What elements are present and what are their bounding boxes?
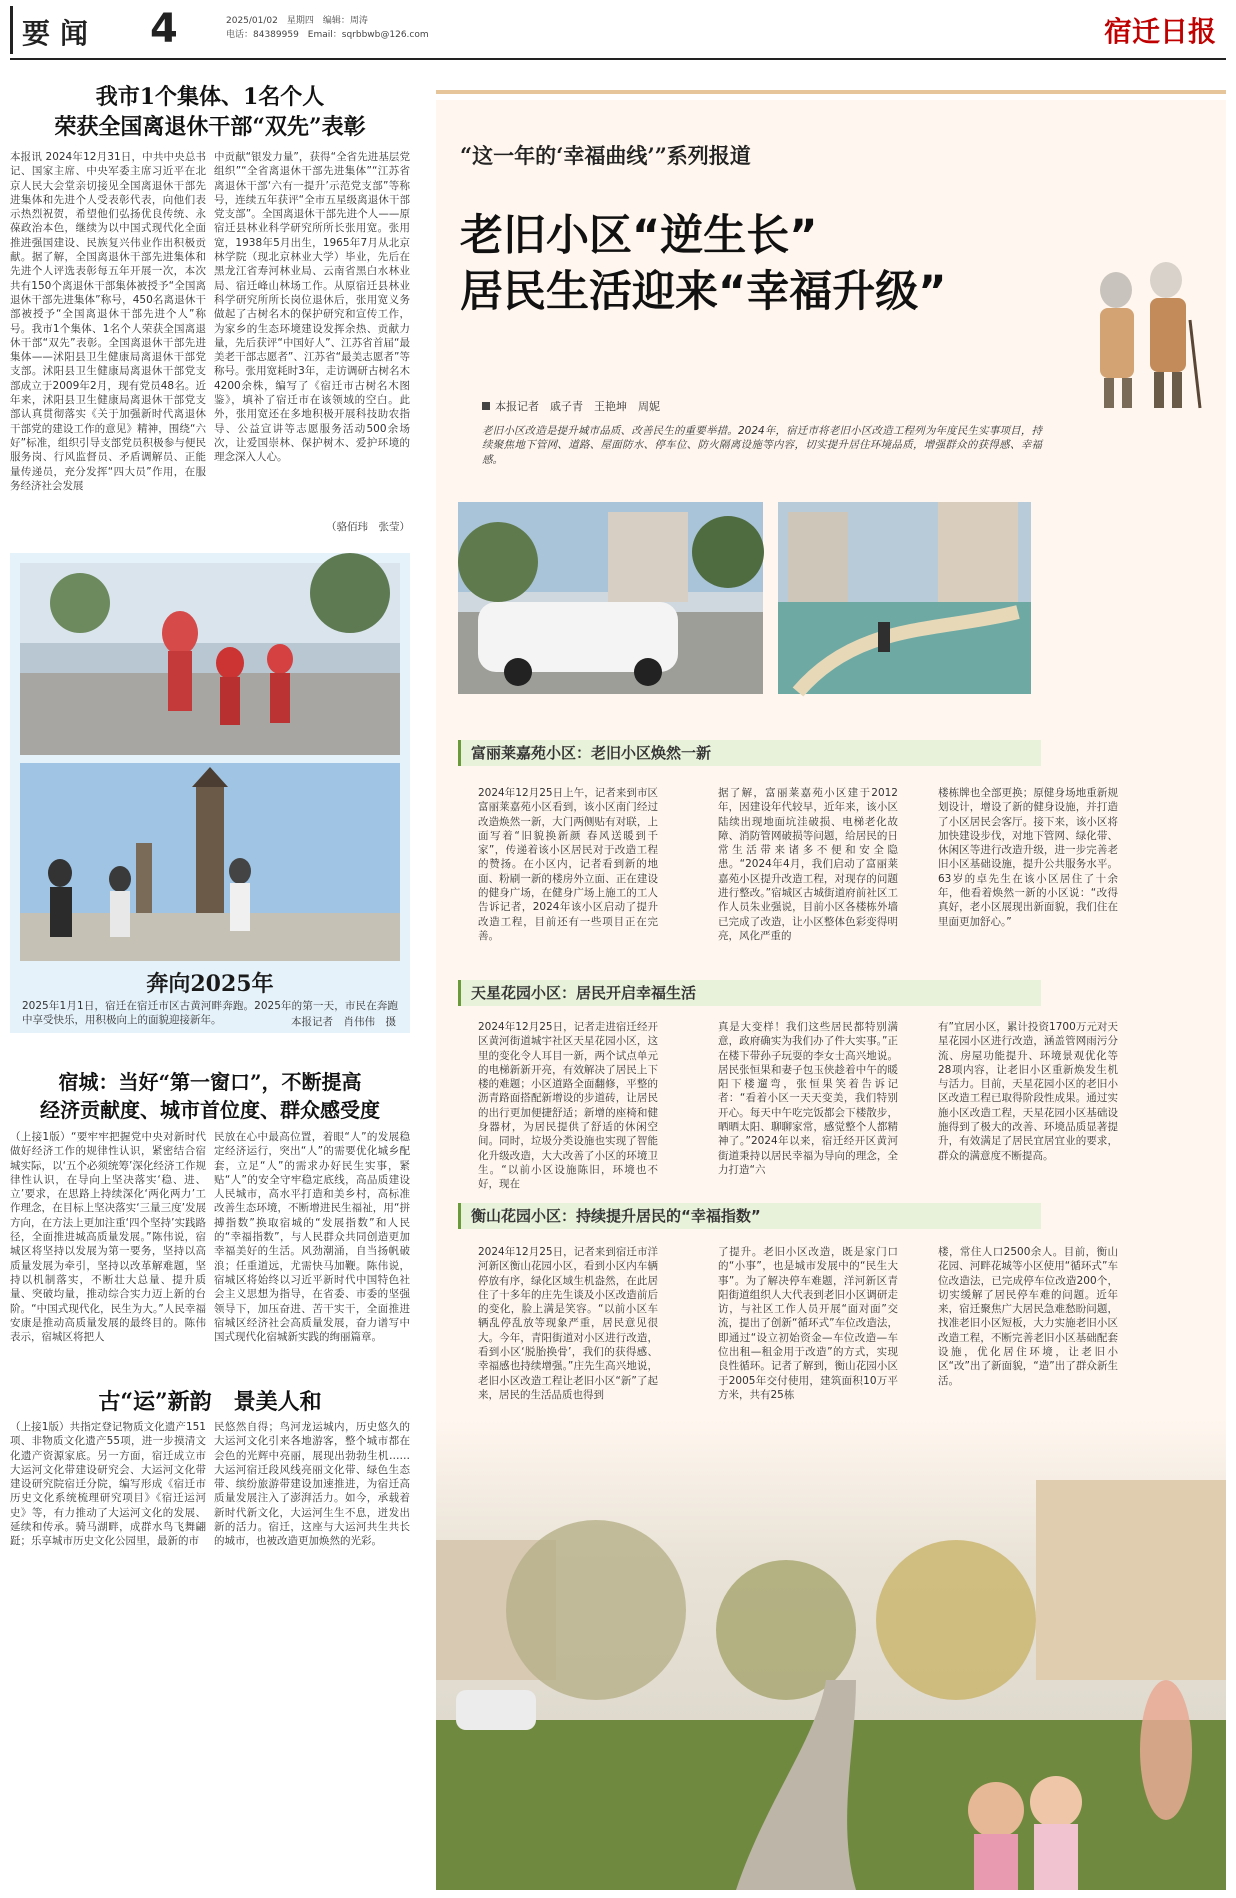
header-meta <box>226 14 429 42</box>
header-rule <box>10 58 1226 60</box>
a1-title-line2: 荣获全国离退休干部“双先”表彰 <box>54 114 366 140</box>
s2-heading: 天星花园小区：居民开启幸福生活 <box>458 980 1041 1006</box>
s1-column-2: 据了解，富丽莱嘉苑小区建于2012年，因建设年代较早，近年来，该小区陆续出现地面坑洼破损、电梯老化故障、消防管网破损等问题，给居民的日常生活带来诸多不便和安全隐患。“2024年4月，我们启动了富丽莱嘉苑小区提升改造工程，对现存的问题进行整改。”宿城区古城街道府前社区工作人员朱业强说，目前小区各楼栋外墙已完成了改造，让小区整体色彩变得明亮，风化严重的 <box>718 787 898 942</box>
a1-title-line1: 我市1个集体、1名个人 <box>95 84 325 110</box>
photo-credit: 本报记者 肖伟伟 摄 <box>291 1016 396 1028</box>
a1-column-2: 中贡献“银发力量”，获得“全省先进基层党组织”“全省离退休干部先进集体”“江苏省离退休干部‘六有一提升’示范党支部”等称号，连续五年获评“全市五星级离退休干部党支部”。全国离退休干部先进个人——原宿迁县林业科学研究所所长张用宽。张用宽，1938年5月出生，1965年7月从北京林学院（现北京林业大学）毕业，先后在黑龙江省寿河林业局、云南省黑白水林业局、宿迁峰山林场工作。从原宿迁县林业科学研究所所长岗位退休后，张用宽义务做起了古树名木的保护研究和宣传工作，为家乡的生态环境建设发挥余热、贡献力量，先后获评“中国好人”、江苏省首届“最美老干部志愿者”、江苏省“最美志愿者”等称号。张用宽耗时3年，走访调研古树名木4200余株，编写了《宿迁市古树名木图鉴》，填补了宿迁市在该领域的空白。此外，张用宽还在多地积极开展科技助农指导、公益宣讲等志愿服务活动500余场次，让爱国崇林、保护树木、爱护环境的理念深入人心。 <box>214 151 410 464</box>
a2-title-line2: 经济贡献度、城市首位度、群众感受度 <box>40 1098 380 1122</box>
newspaper-logo: 宿迁日报 <box>1103 15 1216 48</box>
a2-column-2: 民放在心中最高位置，着眼“人”的发展稳定经济运行，突出“人”的需要优化城乡配套，立足“人”的需求办好民生实事，紧贴“人”的安全守牢稳定底线，高品质建设人民城市，高水平打造和美乡村，高标准改善生态环境，不断增进民生福祉，用“拼搏指数”换取宿城的“发展指数”和人民的“幸福指数”，与人民群众共同创造更加幸福美好的生活。风劲潮涌，自当扬帆破浪；任重道远，尤需快马加鞭。陈伟说，宿城区将始终以习近平新时代中国特色社会主义思想为指导，在省委、市委的坚强领导下，加压奋进、苦干实干，全面推进宿城区经济社会高质量发展，奋力谱写中国式现代化宿城新实践的绚丽篇章。 <box>214 1131 410 1344</box>
feature-byline: 本报记者 戚子青 王艳坤 周妮 <box>495 400 660 413</box>
s3-column-2: 了提升。老旧小区改造，既是家门口的“小事”，也是城市发展中的“民生大事”。为了解决停车难题，洋河新区青阳街道组织人大代表到老旧小区调研走访，与社区工作人员开展“面对面”交流，提出了创新“循环式”车位改造法，即通过“设立初始资金—车位改造—车位出租—租金用于改造”的方式，实现良性循环。记者了解到，衡山花园小区于2005年交付使用，建筑面积10万平方米，共有25栋 <box>718 1246 898 1401</box>
photo-title: 奔向2025年 <box>146 971 274 997</box>
feature-title-line2: 居民生活迎来“幸福升级” <box>460 267 947 317</box>
a1-byline: （骆佰玮 张莹） <box>326 521 410 533</box>
runners-photo-top-svg <box>20 563 400 755</box>
header-meta-date: 2025/01/02 星期四 编辑：周涛 <box>226 16 368 26</box>
a3-column-2: 民悠然自得；鸟河龙运城内，历史悠久的大运河文化引来各地游客，整个城市都在会色的光辉中亮丽，展现出勃勃生机……大运河宿迁段风线亮丽文化带、绿色生态带、缤纷旅游带建设加速推进，为宿迁高质量发展注入了澎湃活力。如今，承载着新时代新文化，大运河生生不息，迸发出新的活力。宿迁，这座与大运河共生共长的城市，也被改造更加焕然的光彩。 <box>214 1421 410 1548</box>
photo-caption: 2025年1月1日，宿迁在宿迁市区古黄河畔奔跑。2025年的第一天，市民在奔跑中享受快乐，用积极向上的面貌迎接新年。 <box>22 1000 398 1027</box>
community-garden-photo <box>436 1420 1226 1890</box>
s2-column-2: 真是大变样！我们这些居民都特别满意，政府确实为我们办了件大实事。”正在楼下带孙子玩耍的李女士高兴地说。居民张恒果和妻子包玉侠趁着中午的暖阳下楼遛弯，张恒果笑着告诉记者：“看着小区一天天变美，我们特别开心。每天中午吃完饭都会下楼散步，晒晒太阳、聊聊家常，感觉整个人都精神了。”2024年以来，宿迁经开区黄河街道秉持以居民幸福为导向的理念，全力打造“六 <box>718 1021 898 1176</box>
s3-column-3: 楼，常住人口2500余人。目前，衡山花园、河畔花城等小区使用“循环式”车位改造法，已完成停车位改造200个，切实缓解了居民停车难的问题。近年来，宿迁聚焦广大居民急难愁盼问题，找准老旧小区短板，大力实施老旧小区改造工程，不断完善老旧小区基础配套设施，优化居住环境，让老旧小区“改”出了新面貌，“造”出了群众新生活。 <box>938 1246 1118 1387</box>
parking-photo-svg <box>458 502 763 694</box>
walkway-photo <box>778 502 1031 694</box>
a2-title <box>10 1068 410 1124</box>
a3-title: 古“运”新韵 景美人和 <box>98 1389 322 1415</box>
header-meta-contact: 电话：84389959 Email：sqrbbwb@126.com <box>226 30 429 40</box>
s1-heading: 富丽莱嘉苑小区：老旧小区焕然一新 <box>458 740 1041 766</box>
series-label: “这一年的‘幸福曲线’”系列报道 <box>460 143 751 168</box>
runners-photo-top <box>20 563 400 755</box>
s2-column-1: 2024年12月25日，记者走进宿迁经开区黄河街道城宇社区天星花园小区，这里的变化令人耳目一新，两个试点单元的电梯新新开亮，有效解决了居民上下楼的难题；小区道路全面翻修，平整的沥青路面搭配新增设的步道砖，让居民的出行更加便捷舒适；新增的座椅和健身器材，为居民提供了舒适的休闲空间。同时，垃圾分类设施也实现了智能化升级改造，大大改善了小区的环境卫生。“以前小区设施陈旧，环境也不好，现在 <box>478 1021 658 1191</box>
walkway-photo-svg <box>778 502 1031 694</box>
a1-title <box>10 82 410 142</box>
section-name: 要闻 <box>22 17 99 50</box>
feature-title-line1: 老旧小区“逆生长” <box>460 211 818 261</box>
a2-column-1: （上接1版）“要牢牢把握党中央对新时代做好经济工作的规律性认识，紧密结合宿城实际，以‘五个必须统筹’深化经济工作规律性认识，在导向上坚决落实‘稳、进、立’要求，在思路上持续深化‘两化两力’工作理念，在目标上坚决落实‘三量三度’发展方向，在方法上更加注重‘四个坚持’实践路径，全面推进城高质量发展。”陈伟说，宿城区将坚持以发展为第一要务，坚持以高质量发展为牵引，坚持以改革解难题，坚持以机制落实，不断壮大总量、提升质量、突破均量，推动综合实力迈上新的台阶。“中国式现代化，民生为大。”人民幸福安康是推动高质量发展的最终目的。陈伟表示，宿城区将把人 <box>10 1131 206 1344</box>
s1-column-1: 2024年12月25日上午，记者来到市区富丽莱嘉苑小区看到，该小区南门经过改造焕然一新，大门两侧贴有对联，上面写着“旧貌换新颜 春风送暖到千家”，传递着该小区居民对于改造工程的赞扬。在小区内，记者看到新的地面、粉刷一新的楼房外立面、正在建设的健身广场，在健身广场上施工的工人告诉记者，2024年该小区启动了提升改造工程，目前还有一些项目正在完善。 <box>478 787 658 942</box>
a1-column-1: 本报讯 2024年12月31日，中共中央总书记、国家主席、中央军委主席习近平在北京人民大会堂亲切接见全国离退休干部先进集体和先进个人受表彰代表，向他们表示热烈祝贺，希望他们弘扬优良传统、永葆政治本色，继续为以中国式现代化全面推进强国建设、民族复兴伟业作出积极贡献。据了解，全国离退休干部先进集体和先进个人评选表彰每五年开展一次，本次共有150个离退休干部集体被授予“全国离退休干部先进集体”称号，450名离退休干部被授予“全国离退休干部先进个人”称号。我市1个集体、1名个人荣获全国离退休干部“双先”表彰。全国离退休干部先进集体——沭阳县卫生健康局离退休干部党支部。沭阳县卫生健康局离退休干部党支部成立于2009年2月，现有党员48名。近年来，沭阳县卫生健康局离退休干部党支部认真贯彻落实《关于加强新时代离退休干部党的建设工作的意见》精神，围绕“六好”标准，组织引导支部党员积极参与便民服务岗、行风监督员、矛盾调解员、正能量传递员，充分发挥“四大员”作用，在服务经济社会发展 <box>10 151 206 492</box>
a2-title-line1: 宿城：当好“第一窗口”，不断提高 <box>58 1070 362 1094</box>
parking-photo <box>458 502 763 694</box>
community-garden-svg <box>436 1420 1226 1890</box>
elderly-couple-svg <box>1070 250 1210 410</box>
byline-marker <box>482 402 490 410</box>
s1-column-3: 楼栋牌也全部更换；原健身场地重新规划设计，增设了新的健身设施，并打造了小区居民会客厅。接下来，该小区将加快建设步伐，对地下管网、绿化带、休闲区等进行改造升级，进一步完善老旧小区基础设施，提升公共服务水平。63岁的卓先生在该小区居住了十余年，他看着焕然一新的小区说：“改得真好，老小区展现出新面貌，我们住在里面更加舒心。” <box>938 787 1118 928</box>
header-left-rule <box>10 6 13 54</box>
runners-photo-bottom <box>20 763 400 961</box>
feature-lead: 老旧小区改造是提升城市品质、改善民生的重要举措。2024年，宿迁市将老旧小区改造工程列为年度民生实事项目，持续聚焦地下管网、道路、屋面防水、停车位、防火隔离设施等内容，切实提升居住环境品质，增强群众的获得感、幸福感。 <box>482 425 1042 466</box>
s3-column-1: 2024年12月25日，记者来到宿迁市洋河新区衡山花园小区，看到小区内车辆停放有序，绿化区域生机盎然，在此居住了十多年的庄先生谈及小区改造前后的变化，脸上满是笑容。“以前小区车辆乱停乱放等现象严重，居民意见很大。今年，青阳街道对小区进行改造，看到小区‘脱胎换骨’，我们的获得感、幸福感也持续增强。”庄先生高兴地说，老旧小区改造工程让老旧小区“新”了起来，居民的生活品质也得到 <box>478 1246 658 1401</box>
page-number: 4 <box>150 6 178 52</box>
s2-column-3: 有”宜居小区，累计投资1700万元对天星花园小区进行改造，涵盖管网雨污分流、房屋功能提升、环境景观优化等28项内容，让老旧小区重新焕发生机与活力。目前，天星花园小区的老旧小区改造工程已取得阶段性成果。通过实施小区改造工程，天星花园小区基础设施得到了极大的改善、环境品质显著提升，有效满足了居民宜居宜业的要求，群众的满意度不断提高。 <box>938 1021 1118 1162</box>
runners-photo-bottom-svg <box>20 763 400 961</box>
elderly-couple-illustration <box>1070 250 1210 410</box>
feature-frame-top <box>436 90 1226 94</box>
feature-title <box>460 208 1060 320</box>
a3-column-1: （上接1版）共指定登记物质文化遗产151项、非物质文化遗产55项，进一步摸清文化遗产资源家底。另一方面，宿迁成立市大运河文化带建设研究会、大运河文化带建设研究院宿迁分院，编写形成《宿迁市历史文化系统梳理研究项目》《宿迁运河史》等，有力推动了大运河文化的发展、延续和传承。骑马湖畔，成群水鸟飞舞翩跹；乐享城市历史文化公园里，最新的市 <box>10 1421 206 1548</box>
photo-block <box>10 553 410 1033</box>
s3-heading: 衡山花园小区：持续提升居民的“幸福指数” <box>458 1203 1041 1229</box>
